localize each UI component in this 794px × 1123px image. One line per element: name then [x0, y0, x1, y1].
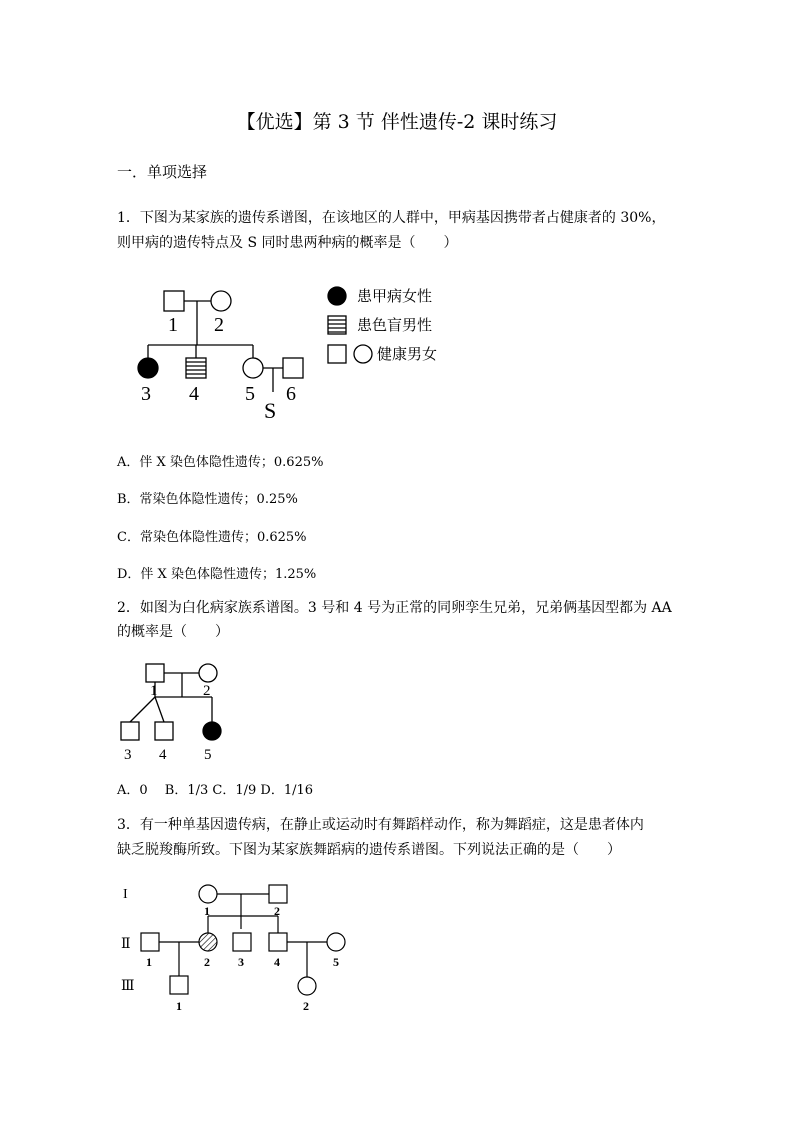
- q1-stem-line2: 则甲病的遗传特点及 S 同时患两种病的概率是（ ）: [117, 235, 458, 251]
- q3-gen1-individual-2: [269, 885, 287, 903]
- q2-individual-5: [203, 722, 221, 740]
- q1-individual-2: [211, 291, 231, 311]
- q2-label-1: 1: [150, 683, 158, 699]
- q3-gen1-individual-1: [199, 885, 217, 903]
- q1-label-3: 3: [141, 383, 151, 405]
- q2-label-2: 2: [203, 683, 211, 699]
- q3-gen2-individual-3: [233, 933, 251, 951]
- q3-gen2-individual-4: [269, 933, 287, 951]
- q3-gen2-individual-5: [327, 933, 345, 951]
- q1-option-d: D．伴 X 染色体隐性遗传；1.25%: [117, 567, 317, 582]
- legend-colorblind-male: 患色盲男性: [357, 318, 433, 334]
- q2-options: A．0 B．1/3 C．1/9 D．1/16: [117, 783, 314, 798]
- legend-affected-female-icon: [328, 287, 346, 305]
- q3-stem-line1: 3．有一种单基因遗传病，在静止或运动时有舞蹈样动作，称为舞蹈症，这是患者体内: [117, 817, 644, 833]
- q3-gen1-label-1: 1: [204, 904, 210, 918]
- q2-label-5: 5: [204, 747, 212, 763]
- q3-gen-label-2: Ⅱ: [121, 937, 131, 952]
- q3-gen2-label-5: 5: [333, 955, 339, 969]
- q3-gen2-label-2: 2: [204, 955, 210, 969]
- q3-gen2-label-4: 4: [274, 955, 280, 969]
- q3-gen2-label-3: 3: [238, 955, 244, 969]
- q1-stem-line1: 1．下图为某家族的遗传系谱图，在该地区的人群中，甲病基因携带者占健康者的 30%，: [117, 210, 666, 226]
- q3-gen3-individual-2: [298, 977, 316, 995]
- legend-healthy-male-icon: [328, 345, 346, 363]
- q3-gen1-label-2: 2: [274, 904, 280, 918]
- q2-label-3: 3: [124, 747, 132, 763]
- q1-label-4: 4: [189, 383, 199, 405]
- q1-option-b: B．常染色体隐性遗传；0.25%: [117, 492, 298, 507]
- q2-individual-2: [199, 664, 217, 682]
- q1-label-6: 6: [286, 383, 296, 405]
- q1-individual-1: [164, 291, 184, 311]
- legend-affected-female: 患甲病女性: [357, 289, 433, 305]
- q1-individual-6: [283, 358, 303, 378]
- q1-label-1: 1: [168, 314, 178, 336]
- q1-option-a: A．伴 X 染色体隐性遗传；0.625%: [117, 455, 324, 470]
- q2-individual-3: [121, 722, 139, 740]
- q1-pedigree-figure: [0, 270, 794, 430]
- q2-pedigree-figure: [0, 655, 794, 765]
- q3-gen2-individual-1: [141, 933, 159, 951]
- q2-individual-4: [155, 722, 173, 740]
- q1-individual-5: [243, 358, 263, 378]
- legend-colorblind-male-icon: [328, 316, 346, 334]
- legend-healthy: 健康男女: [377, 347, 438, 363]
- q2-label-4: 4: [159, 747, 167, 763]
- q1-label-2: 2: [214, 314, 224, 336]
- q3-gen3-individual-1: [170, 976, 188, 994]
- q3-gen-label-3: Ⅲ: [121, 979, 135, 994]
- q3-gen3-label-2: 2: [303, 999, 309, 1013]
- q2-stem-line2: 的概率是（ ）: [117, 624, 229, 640]
- q1-individual-3: [138, 358, 158, 378]
- legend-healthy-female-icon: [354, 345, 372, 363]
- q3-gen-label-1: I: [123, 887, 128, 902]
- q1-label-s: S: [264, 398, 277, 423]
- section-heading: 一．单项选择: [117, 163, 208, 181]
- q3-gen2-label-1: 1: [146, 955, 152, 969]
- q1-individual-4: [186, 358, 206, 378]
- q2-stem-line1: 2．如图为白化病家族系谱图。3 号和 4 号为正常的同卵孪生兄弟，兄弟俩基因型都为 AA: [117, 600, 672, 616]
- q3-pedigree-figure: [0, 870, 794, 1020]
- q3-gen3-label-1: 1: [176, 999, 182, 1013]
- q3-stem-line2: 缺乏脱羧酶所致。下图为某家族舞蹈病的遗传系谱图。下列说法正确的是（ ）: [117, 842, 621, 858]
- q2-individual-1: [146, 664, 164, 682]
- q1-label-5: 5: [245, 383, 255, 405]
- page-title: 【优选】第 3 节 伴性遗传-2 课时练习: [236, 111, 558, 133]
- q1-option-c: C．常染色体隐性遗传；0.625%: [117, 530, 307, 545]
- q3-gen2-individual-2: [199, 933, 217, 951]
